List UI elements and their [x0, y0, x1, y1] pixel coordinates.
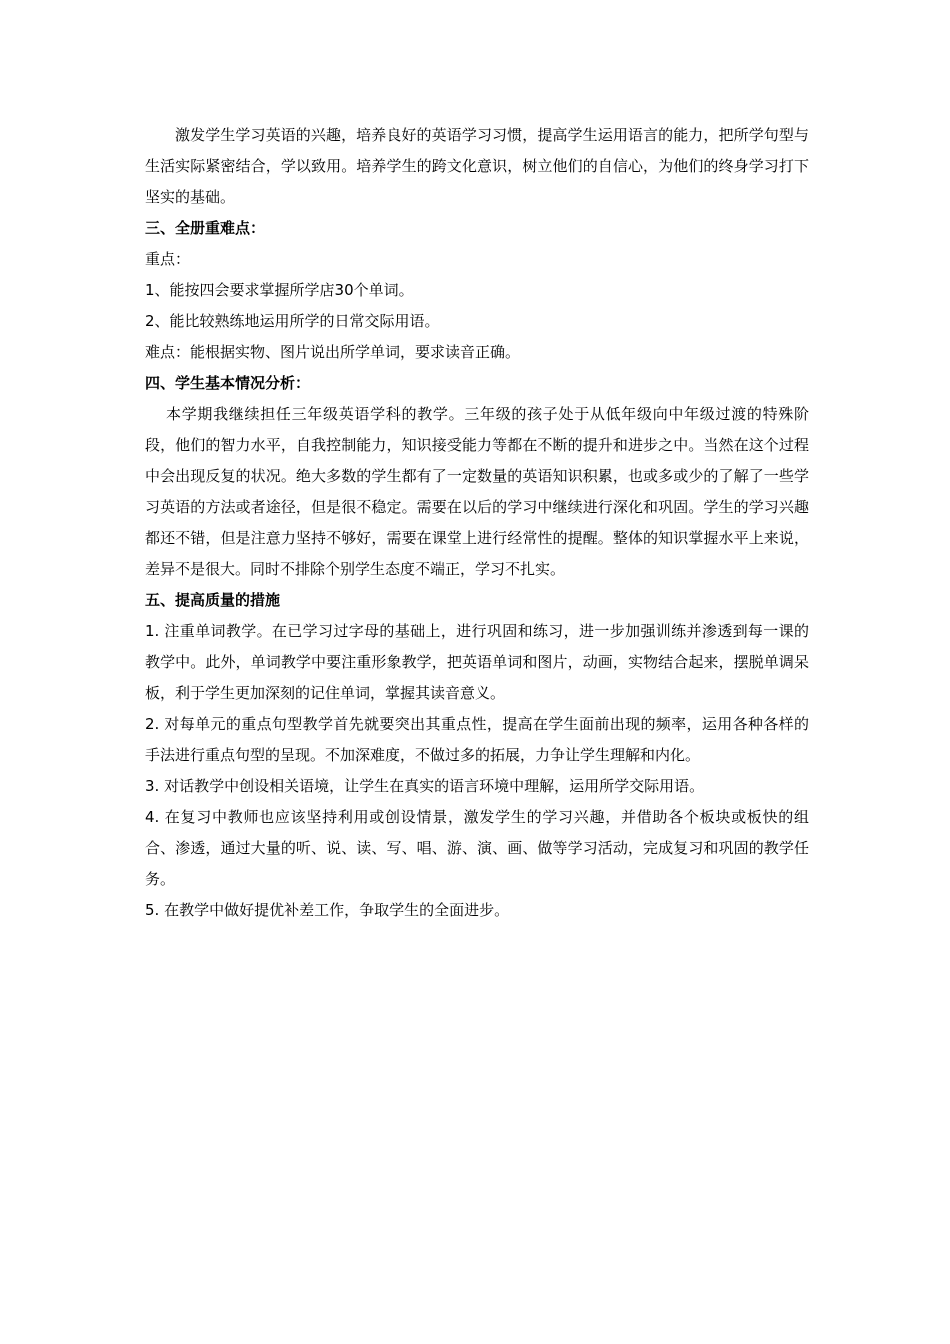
- key-point-item: 1、能按四会要求掌握所学店30个单词。: [145, 281, 414, 299]
- measure-item: 3. 对话教学中创设相关语境，让学生在真实的语言环境中理解，运用所学交际用语。: [145, 777, 705, 795]
- section-4-heading: 四、学生基本情况分析：: [145, 374, 311, 392]
- measure-item: 5. 在教学中做好提优补差工作，争取学生的全面进步。: [145, 901, 510, 919]
- student-analysis-paragraph: 本学期我继续担任三年级英语学科的教学。三年级的孩子处于从低年级向中年级过渡的特殊阶段，他们的智力水平，自我控制能力，知识接受能力等都在不断的提升和进步之中。当然在这个过程中会出现反复的状况。绝大多数的学生都有了一定数量的英语知识积累，也或多或少的了解了一些学习英语的方法或者途径，但是很不稳定。需要在以后的学习中继续进行深化和巩固。学生的学习兴趣都还不错，但是注意力坚持不够好，需要在课堂上进行经常性的提醒。整体的知识掌握水平上来说，差异不是很大。同时不排除个别学生态度不端正，学习不扎实。: [145, 405, 809, 578]
- measure-item: 4. 在复习中教师也应该坚持利用或创设情景，激发学生的学习兴趣，并借助各个板块或板快的组合、渗透，通过大量的听、说、读、写、唱、游、演、画、做等学习活动，完成复习和巩固的教学任务。: [145, 808, 809, 888]
- section-3-heading: 三、全册重难点：: [145, 219, 266, 237]
- key-points-label: 重点：: [145, 250, 191, 268]
- difficulty-paragraph: 难点：能根据实物、图片说出所学单词，要求读音正确。: [145, 343, 521, 361]
- measure-item: 2. 对每单元的重点句型教学首先就要突出其重点性，提高在学生面前出现的频率，运用各种各样的手法进行重点句型的呈现。不加深难度，不做过多的拓展，力争让学生理解和内化。: [145, 715, 809, 764]
- key-point-item: 2、能比较熟练地运用所学的日常交际用语。: [145, 312, 440, 330]
- section-5-heading: 五、提高质量的措施: [145, 591, 281, 609]
- document-body: [145, 120, 809, 926]
- intro-paragraph: 激发学生学习英语的兴趣，培养良好的英语学习习惯，提高学生运用语言的能力，把所学句型与生活实际紧密结合，学以致用。培养学生的跨文化意识，树立他们的自信心，为他们的终身学习打下坚实的基础。: [145, 126, 809, 206]
- measure-item: 1. 注重单词教学。在已学习过字母的基础上，进行巩固和练习，进一步加强训练并渗透到每一课的教学中。此外，单词教学中要注重形象教学，把英语单词和图片，动画，实物结合起来，摆脱单调呆板，利于学生更加深刻的记住单词，掌握其读音意义。: [145, 622, 809, 702]
